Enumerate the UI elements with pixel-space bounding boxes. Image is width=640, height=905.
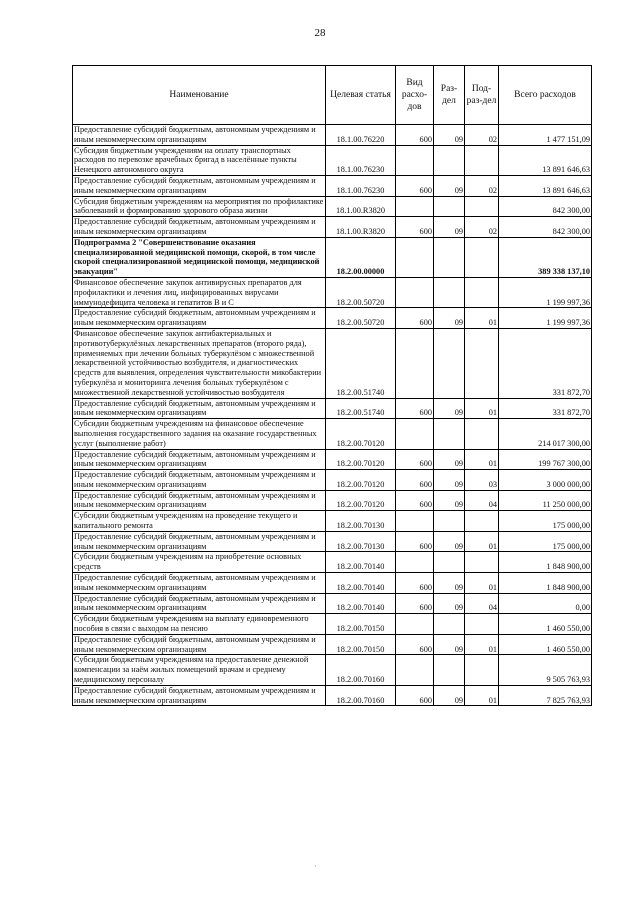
row-amount: 214 017 300,00 [499,419,592,449]
row-amount: 9 505 763,93 [499,655,592,685]
row-expense-type: 600 [396,175,434,196]
row-name: Предоставление субсидий бюджетным, автономным учреждениям и иным некоммерческим организациям [73,470,326,491]
row-amount: 1 460 550,00 [499,634,592,655]
row-name: Субсидия бюджетным учреждениям на оплату транспортных расходов по перевозке врачебных бригад в населённые пункты Ненецкого автономного округа [73,145,326,175]
row-section: 09 [434,175,465,196]
row-amount: 175 000,00 [499,531,592,552]
table-row [73,196,592,217]
row-expense-type: 600 [396,685,434,706]
row-target-article: 18.2.00.70120 [326,470,396,491]
table-row [73,175,592,196]
table-header-row [73,66,592,125]
row-section: 09 [434,217,465,238]
row-amount: 199 767 300,00 [499,449,592,470]
row-amount: 1 848 900,00 [499,552,592,573]
row-name: Субсидия бюджетным учреждениям на мероприятия по профилактике заболеваний и формированию здорового образа жизни [73,196,326,217]
row-subsection [465,237,499,277]
row-amount: 11 250 000,00 [499,490,592,511]
table-row [73,552,592,573]
row-section: 09 [434,470,465,491]
row-subsection [465,277,499,307]
row-subsection: 01 [465,573,499,594]
row-expense-type [396,419,434,449]
row-expense-type: 600 [396,634,434,655]
header-target-article: Целевая статья [326,66,396,125]
row-subsection [465,196,499,217]
row-name: Предоставление субсидий бюджетным, автономным учреждениям и иным некоммерческим организациям [73,573,326,594]
row-amount: 331 872,70 [499,398,592,419]
row-target-article: 18.2.00.70130 [326,511,396,532]
row-target-article: 18.2.00.70120 [326,490,396,511]
row-expense-type: 600 [396,470,434,491]
row-target-article: 18.1.00.R3820 [326,217,396,238]
row-amount: 389 338 137,10 [499,237,592,277]
row-name: Предоставление субсидий бюджетным, автономным учреждениям и иным некоммерческим организациям [73,490,326,511]
row-amount: 13 891 646,63 [499,175,592,196]
row-subsection [465,552,499,573]
table-row [73,655,592,685]
row-name: Предоставление субсидий бюджетным, автономным учреждениям и иным некоммерческим организациям [73,308,326,329]
row-expense-type: 600 [396,573,434,594]
budget-table [72,65,592,706]
row-subsection: 01 [465,685,499,706]
row-expense-type [396,552,434,573]
row-section [434,614,465,635]
row-section: 09 [434,449,465,470]
row-subsection [465,328,499,398]
row-name: Предоставление субсидий бюджетным, автономным учреждениям и иным некоммерческим организациям [73,125,326,146]
row-amount: 13 891 646,63 [499,145,592,175]
row-section [434,277,465,307]
row-section: 09 [434,634,465,655]
row-name: Финансовое обеспечение закупок антибактериальных и противотуберкулёзных лекарственных препаратов (второго ряда), применяемых при лечении больных туберкулёзом с множественной лекарственной устойчивостью возбудителя, и диагностических средств для выявления, определения чувствительности микобактерии туберкулёза и мониторинга лечения больных туберкулёзом с множественной лекарственной устойчивостью возбудителя [73,328,326,398]
header-subsection: Под-раз-дел [465,66,499,125]
row-name: Предоставление субсидий бюджетным, автономным учреждениям и иным некоммерческим организациям [73,593,326,614]
table-row [73,634,592,655]
row-name: Субсидии бюджетным учреждениям на финансовое обеспечение выполнения государственного задания на оказание государственных услуг (выполнение работ) [73,419,326,449]
row-amount: 0,00 [499,593,592,614]
table-row [73,277,592,307]
table-row [73,511,592,532]
table-body [73,125,592,706]
row-section: 09 [434,125,465,146]
table-row [73,573,592,594]
table-row [73,685,592,706]
row-name: Финансовое обеспечение закупок антивирусных препаратов для профилактики и лечения лиц, инфицированных вирусами иммунодефицита человека и гепатитов В и С [73,277,326,307]
row-name: Предоставление субсидий бюджетным, автономным учреждениям и иным некоммерческим организациям [73,531,326,552]
row-target-article: 18.2.00.70150 [326,614,396,635]
header-expense-type: Вид расхо-дов [396,66,434,125]
row-amount: 1 460 550,00 [499,614,592,635]
row-subsection: 01 [465,398,499,419]
table-row [73,531,592,552]
row-name: Субсидии бюджетным учреждениям на выплату единовременного пособия в связи с выходом на пенсию [73,614,326,635]
table-row [73,237,592,277]
row-section: 09 [434,593,465,614]
row-amount: 1 199 997,36 [499,308,592,329]
row-target-article: 18.2.00.51740 [326,398,396,419]
row-subsection: 02 [465,217,499,238]
row-name: Субсидии бюджетным учреждениям на приобретение основных средств [73,552,326,573]
row-subsection [465,419,499,449]
row-target-article: 18.2.00.51740 [326,328,396,398]
row-subsection [465,511,499,532]
row-expense-type: 600 [396,217,434,238]
row-name: Предоставление субсидий бюджетным, автономным учреждениям и иным некоммерческим организациям [73,398,326,419]
row-target-article: 18.1.00.R3820 [326,196,396,217]
footer-mark: · [314,862,317,871]
row-expense-type [396,237,434,277]
table-row [73,125,592,146]
row-expense-type: 600 [396,308,434,329]
row-name: Предоставление субсидий бюджетным, автономным учреждениям и иным некоммерческим организациям [73,449,326,470]
row-section [434,145,465,175]
table-row [73,145,592,175]
row-expense-type [396,655,434,685]
row-section [434,511,465,532]
row-name: Предоставление субсидий бюджетным, автономным учреждениям и иным некоммерческим организациям [73,634,326,655]
row-section [434,237,465,277]
row-expense-type [396,614,434,635]
row-subsection: 01 [465,308,499,329]
row-amount: 7 825 763,93 [499,685,592,706]
row-target-article: 18.2.00.50720 [326,308,396,329]
table-row [73,470,592,491]
row-name: Предоставление субсидий бюджетным, автономным учреждениям и иным некоммерческим организациям [73,217,326,238]
row-section: 09 [434,308,465,329]
row-target-article: 18.1.00.76220 [326,125,396,146]
row-section [434,328,465,398]
row-amount: 331 872,70 [499,328,592,398]
table-row [73,449,592,470]
row-target-article: 18.2.00.70140 [326,573,396,594]
row-target-article: 18.2.00.70120 [326,449,396,470]
row-subsection: 02 [465,175,499,196]
row-section: 09 [434,573,465,594]
row-amount: 175 000,00 [499,511,592,532]
row-expense-type [396,196,434,217]
row-section [434,419,465,449]
row-expense-type: 600 [396,490,434,511]
row-subsection: 01 [465,531,499,552]
row-name: Предоставление субсидий бюджетным, автономным учреждениям и иным некоммерческим организациям [73,685,326,706]
row-target-article: 18.2.00.70140 [326,552,396,573]
row-target-article: 18.1.00.76230 [326,175,396,196]
table-row [73,490,592,511]
row-subsection: 03 [465,470,499,491]
row-target-article: 18.2.00.00000 [326,237,396,277]
row-amount: 3 000 000,00 [499,470,592,491]
table-row [73,614,592,635]
row-amount: 1 477 151,09 [499,125,592,146]
table-row [73,217,592,238]
row-expense-type: 600 [396,398,434,419]
table-row [73,308,592,329]
row-subsection: 04 [465,490,499,511]
row-target-article: 18.2.00.70150 [326,634,396,655]
table-row [73,398,592,419]
table-row [73,593,592,614]
row-section [434,196,465,217]
row-section: 09 [434,531,465,552]
row-section [434,655,465,685]
row-target-article: 18.2.00.70140 [326,593,396,614]
row-section: 09 [434,398,465,419]
row-name: Субсидии бюджетным учреждениям на предоставление денежной компенсации за наём жилых помещений врачам и среднему медицинскому персоналу [73,655,326,685]
row-expense-type [396,511,434,532]
row-section [434,552,465,573]
row-subsection [465,145,499,175]
row-name: Предоставление субсидий бюджетным, автономным учреждениям и иным некоммерческим организациям [73,175,326,196]
row-target-article: 18.2.00.70160 [326,685,396,706]
row-section: 09 [434,685,465,706]
page-number: 28 [314,27,326,39]
header-total-expenses: Всего расходов [499,66,592,125]
row-amount: 842 300,00 [499,217,592,238]
header-name: Наименование [73,66,326,125]
row-expense-type [396,277,434,307]
row-subsection: 02 [465,125,499,146]
row-expense-type [396,328,434,398]
row-expense-type: 600 [396,449,434,470]
row-expense-type: 600 [396,125,434,146]
row-amount: 842 300,00 [499,196,592,217]
row-expense-type: 600 [396,531,434,552]
row-expense-type: 600 [396,593,434,614]
row-section: 09 [434,490,465,511]
table-row [73,328,592,398]
row-target-article: 18.1.00.76230 [326,145,396,175]
row-name: Субсидии бюджетным учреждениям на проведение текущего и капитального ремонта [73,511,326,532]
header-section: Раз-дел [434,66,465,125]
row-name: Подпрограмма 2 "Совершенствование оказания специализированной медицинской помощи, скорой, в том числе скорой специализированной медицинской помощи, медицинской эвакуации" [73,237,326,277]
table-row [73,419,592,449]
row-target-article: 18.2.00.70120 [326,419,396,449]
row-amount: 1 848 900,00 [499,573,592,594]
row-amount: 1 199 997,36 [499,277,592,307]
row-target-article: 18.2.00.70160 [326,655,396,685]
row-target-article: 18.2.00.50720 [326,277,396,307]
row-target-article: 18.2.00.70130 [326,531,396,552]
row-subsection: 04 [465,593,499,614]
row-expense-type [396,145,434,175]
row-subsection: 01 [465,634,499,655]
row-subsection [465,614,499,635]
row-subsection: 01 [465,449,499,470]
row-subsection [465,655,499,685]
